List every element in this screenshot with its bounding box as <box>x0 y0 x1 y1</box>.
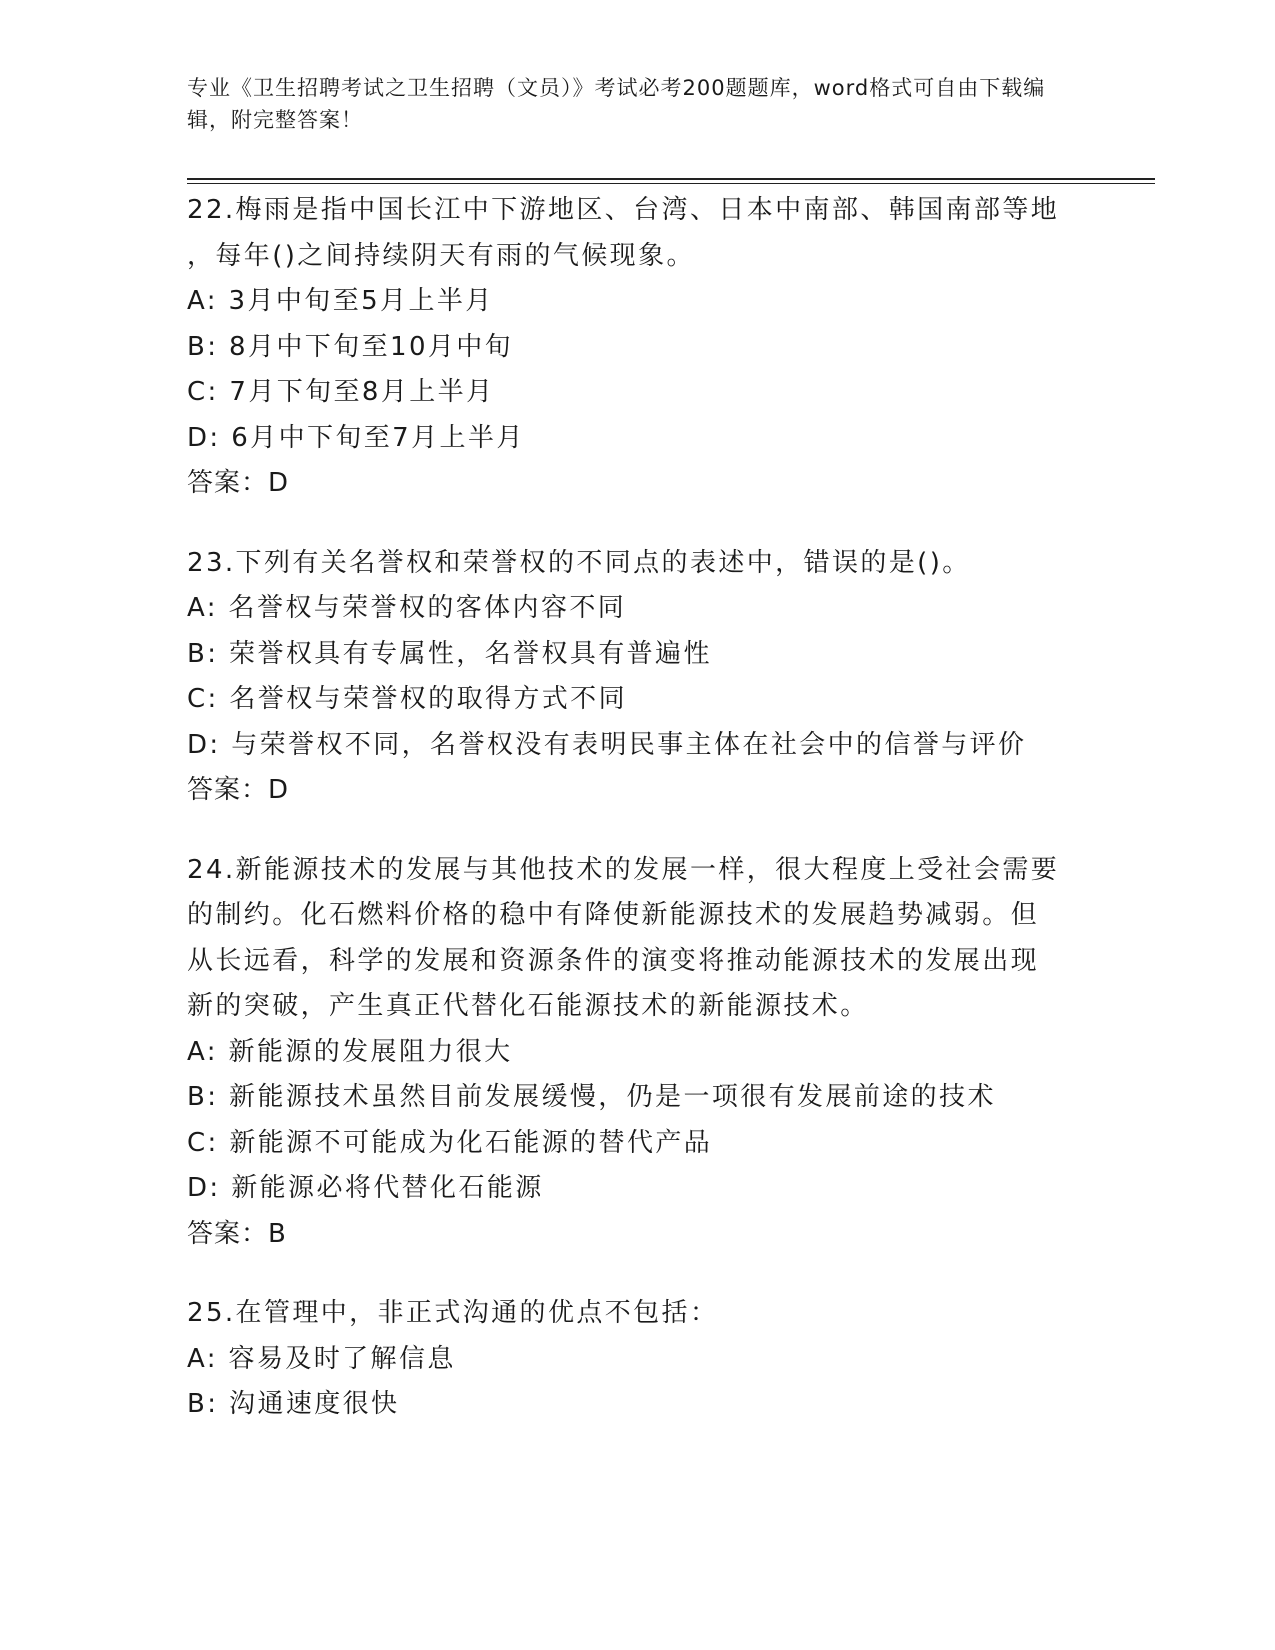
question-stem: 25.在管理中，非正式沟通的优点不包括： <box>187 1298 719 1328</box>
option-b: B: 新能源技术虽然目前发展缓慢，仍是一项很有发展前途的技术 <box>187 1082 996 1112</box>
option-d: D: 与荣誉权不同，名誉权没有表明民事主体在社会中的信誉与评价 <box>187 729 1027 760</box>
question-22 <box>187 188 1087 507</box>
question-23 <box>187 541 1087 814</box>
header-divider-thick <box>187 178 1155 180</box>
option-b: B: 8月中下旬至10月中旬 <box>187 331 514 362</box>
option-d: D: 新能源必将代替化石能源 <box>187 1173 544 1203</box>
option-d: D: 6月中下旬至7月上半月 <box>187 422 525 453</box>
answer: 答案：B <box>187 1218 287 1249</box>
answer: 答案：D <box>187 468 290 498</box>
option-a: A: 名誉权与荣誉权的客体内容不同 <box>187 593 627 623</box>
option-a: A: 新能源的发展阻力很大 <box>187 1036 513 1067</box>
question-list <box>187 188 1087 1462</box>
option-a: A: 容易及时了解信息 <box>187 1343 456 1374</box>
question-stem: 22.梅雨是指中国长江中下游地区、台湾、日本中南部、韩国南部等地 ，每年()之间持续阴天有雨的气候现象。 <box>187 195 1060 271</box>
option-a: A: 3月中旬至5月上半月 <box>187 286 494 316</box>
question-stem: 24.新能源技术的发展与其他技术的发展一样，很大程度上受社会需要 的制约。化石燃料价格的稳中有降使新能源技术的发展趋势减弱。但 从长远看，科学的发展和资源条件的演变将推动能源技术的发展出现 新的突破，产生真正代替化石能源技术的新能源技术。 <box>187 854 1060 1021</box>
question-24 <box>187 848 1087 1258</box>
answer: 答案：D <box>187 775 290 805</box>
option-b: B: 沟通速度很快 <box>187 1389 400 1419</box>
option-b: B: 荣誉权具有专属性，名誉权具有普遍性 <box>187 638 712 669</box>
question-25 <box>187 1291 1087 1428</box>
header-divider-thin <box>187 183 1155 184</box>
option-c: C: 新能源不可能成为化石能源的替代产品 <box>187 1127 713 1158</box>
option-c: C: 7月下旬至8月上半月 <box>187 377 495 407</box>
question-stem: 23.下列有关名誉权和荣誉权的不同点的表述中，错误的是()。 <box>187 547 971 578</box>
document-header: 专业《卫生招聘考试之卫生招聘（文员）》考试必考200题题库，word格式可自由下载编辑，附完整答案！ <box>187 76 1046 132</box>
option-c: C: 名誉权与荣誉权的取得方式不同 <box>187 684 627 714</box>
